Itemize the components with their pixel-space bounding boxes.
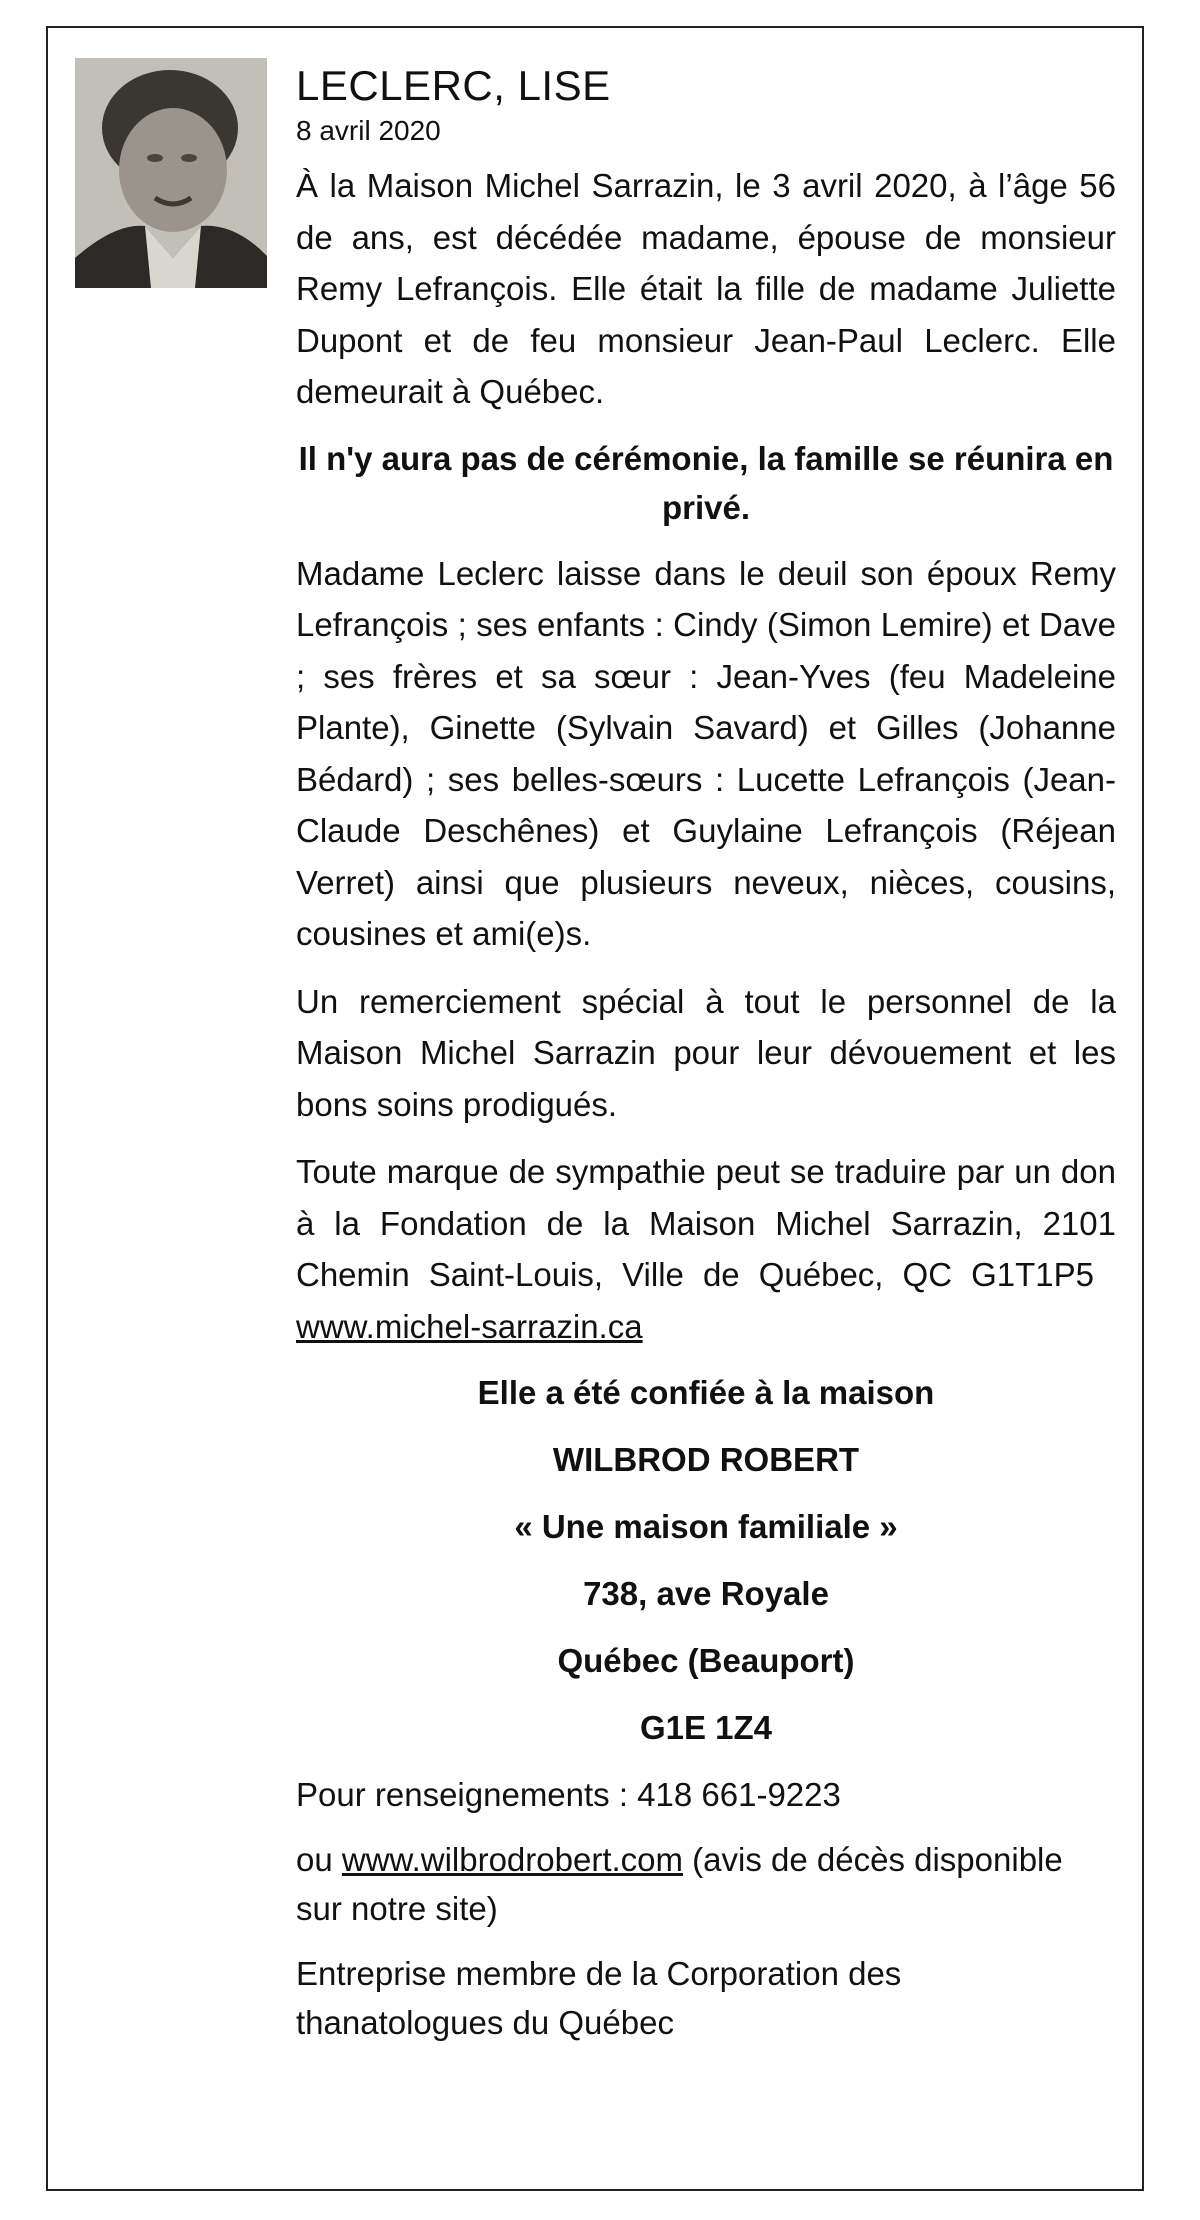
membership-line: Entreprise membre de la Corporation des thanatologues du Québec xyxy=(296,1955,902,2041)
thanks-paragraph: Un remerciement spécial à tout le personnel de la Maison Michel Sarrazin pour leur dévouement et les bons soins prodigués. xyxy=(296,982,1116,1123)
funeral-home-street: 738, ave Royale xyxy=(583,1575,829,1612)
intro-paragraph: À la Maison Michel Sarrazin, le 3 avril 2020, à l’âge 56 de ans, est décédée madame, épouse de monsieur Remy Lefrançois. Elle était la fille de madame Juliette Dupont et de feu monsieur Jean-Paul Leclerc. Elle demeurait à Québec. xyxy=(296,167,1116,410)
website-line xyxy=(296,1835,1116,1933)
family-paragraph: Madame Leclerc laisse dans le deuil son époux Remy Lefrançois ; ses enfants : Cindy (Simon Lemire) et Dave ; ses frères et sa sœur : Jean-Yves (feu Madeleine Plante), Ginette (Sylvain Savard) et Gilles (Johanne Bédard) ; ses belles-sœurs : Lucette Lefrançois (Jean-Claude Deschênes) et Guylaine Lefrançois (Réjean Verret) ainsi que plusieurs neveux, nièces, cousins, cousines et ami(e)s. xyxy=(296,554,1116,952)
portrait-photo xyxy=(75,58,267,288)
website-suffix: (avis de décès disponible sur notre site) xyxy=(296,1841,1063,1927)
obituary-content xyxy=(296,58,1116,2063)
deceased-name: LECLERC, LISE xyxy=(296,62,611,109)
website-link[interactable]: www.wilbrodrobert.com xyxy=(341,1841,683,1878)
donation-text: Toute marque de sympathie peut se traduire par un don à la Fondation de la Maison Michel Sarrazin, 2101 Chemin Saint-Louis, Ville de Québec, QC G1T1P5 xyxy=(296,1153,1116,1293)
funeral-home-slogan: « Une maison familiale » xyxy=(514,1508,898,1545)
funeral-home-postal: G1E 1Z4 xyxy=(639,1709,773,1746)
info-phone: Pour renseignements : 418 661-9223 xyxy=(296,1776,841,1813)
donation-paragraph xyxy=(296,1146,1116,1352)
entrusted-line: Elle a été confiée à la maison xyxy=(477,1374,935,1411)
website-prefix: ou xyxy=(296,1841,333,1878)
ceremony-notice: Il n'y aura pas de cérémonie, la famille se réunira en privé. xyxy=(298,439,1114,526)
donation-link[interactable]: www.michel-sarrazin.ca xyxy=(296,1307,643,1345)
funeral-home-name: WILBROD ROBERT xyxy=(552,1441,860,1478)
funeral-home-city: Québec (Beauport) xyxy=(557,1642,855,1679)
publication-date: 8 avril 2020 xyxy=(296,115,441,146)
